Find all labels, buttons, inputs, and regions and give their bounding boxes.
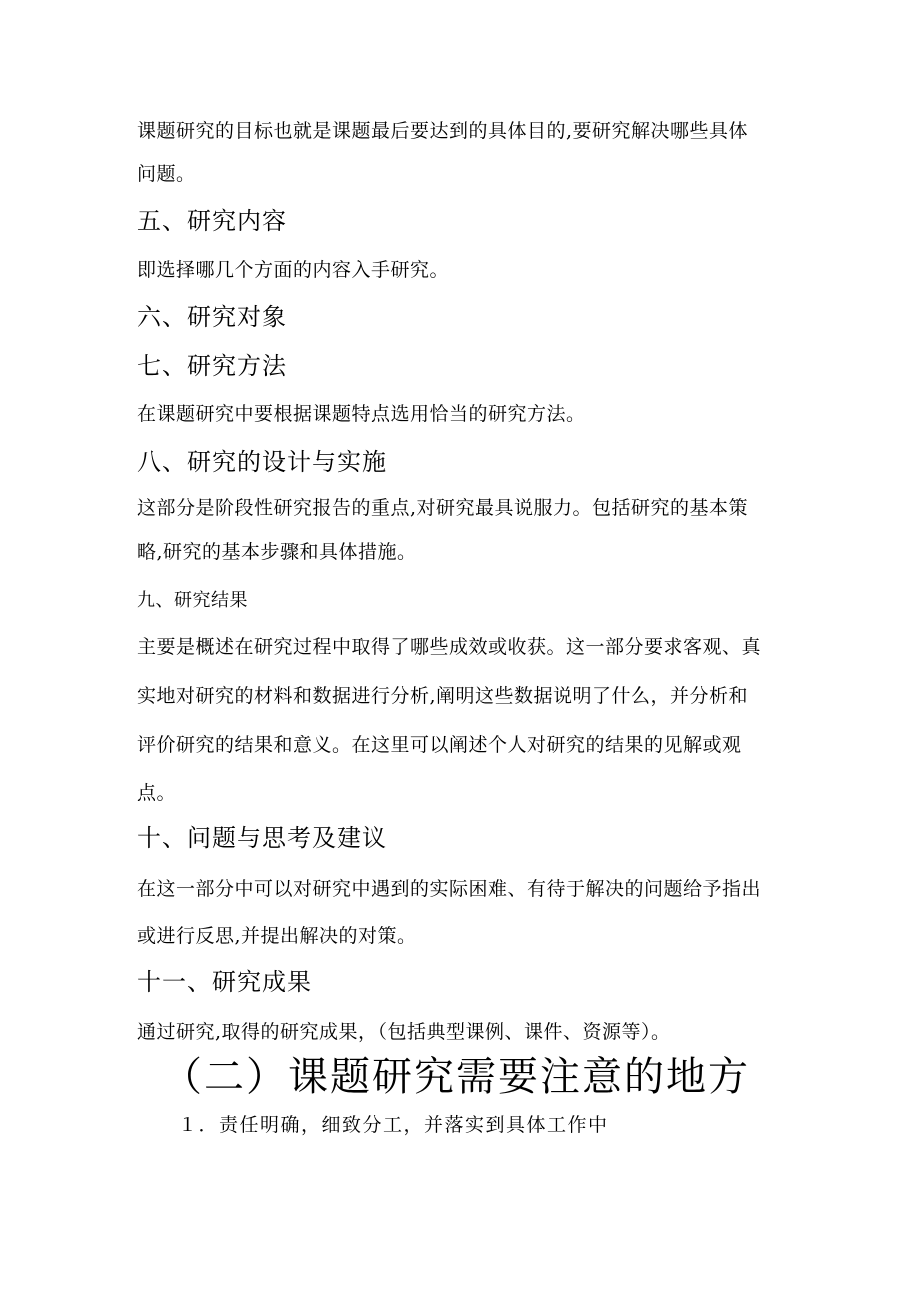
- paragraph-line: 点。: [137, 782, 177, 804]
- section-heading-7: 七、研究方法: [137, 352, 287, 380]
- section-heading-9: 九、研究结果: [137, 590, 248, 611]
- paragraph-line: 评价研究的结果和意义。在这里可以阐述个人对研究的结果的见解或观: [137, 734, 742, 756]
- paragraph-line: 略,研究的基本步骤和具体措施。: [137, 541, 417, 563]
- section-heading-6: 六、研究对象: [137, 303, 287, 331]
- paragraph-line: 这部分是阶段性研究报告的重点,对研究最具说服力。包括研究的基本策: [137, 497, 749, 519]
- list-item: １．责任明确，细致分工，并落实到具体工作中: [178, 1114, 609, 1136]
- paragraph-line: 即选择哪几个方面的内容入手研究。: [137, 259, 450, 281]
- section-heading-5: 五、研究内容: [137, 207, 287, 235]
- paragraph-line: 在这一部分中可以对研究中遇到的实际困难、有待于解决的问题给予指出: [137, 878, 762, 900]
- paragraph-line: 主要是概述在研究过程中取得了哪些成效或收获。这一部分要求客观、真: [137, 636, 762, 658]
- section-heading-8: 八、研究的设计与实施: [137, 448, 387, 476]
- paragraph-line: 通过研究,取得的研究成果，（包括典型课例、课件、资源等）。: [137, 1021, 671, 1043]
- subsection-heading: （二）课题研究需要注意的地方: [162, 1054, 750, 1100]
- paragraph-line: 课题研究的目标也就是课题最后要达到的具体目的,要研究解决哪些具体: [137, 120, 749, 142]
- paragraph-line: 在课题研究中要根据课题特点选用恰当的研究方法。: [137, 403, 586, 425]
- section-heading-11: 十一、研究成果: [137, 968, 312, 996]
- paragraph-line: 实地对研究的材料和数据进行分析,阐明这些数据说明了什么，并分析和: [137, 685, 749, 707]
- section-heading-10: 十、问题与思考及建议: [137, 824, 387, 852]
- paragraph-line: 或进行反思,并提出解决的对策。: [137, 925, 417, 947]
- paragraph-line: 问题。: [137, 163, 196, 185]
